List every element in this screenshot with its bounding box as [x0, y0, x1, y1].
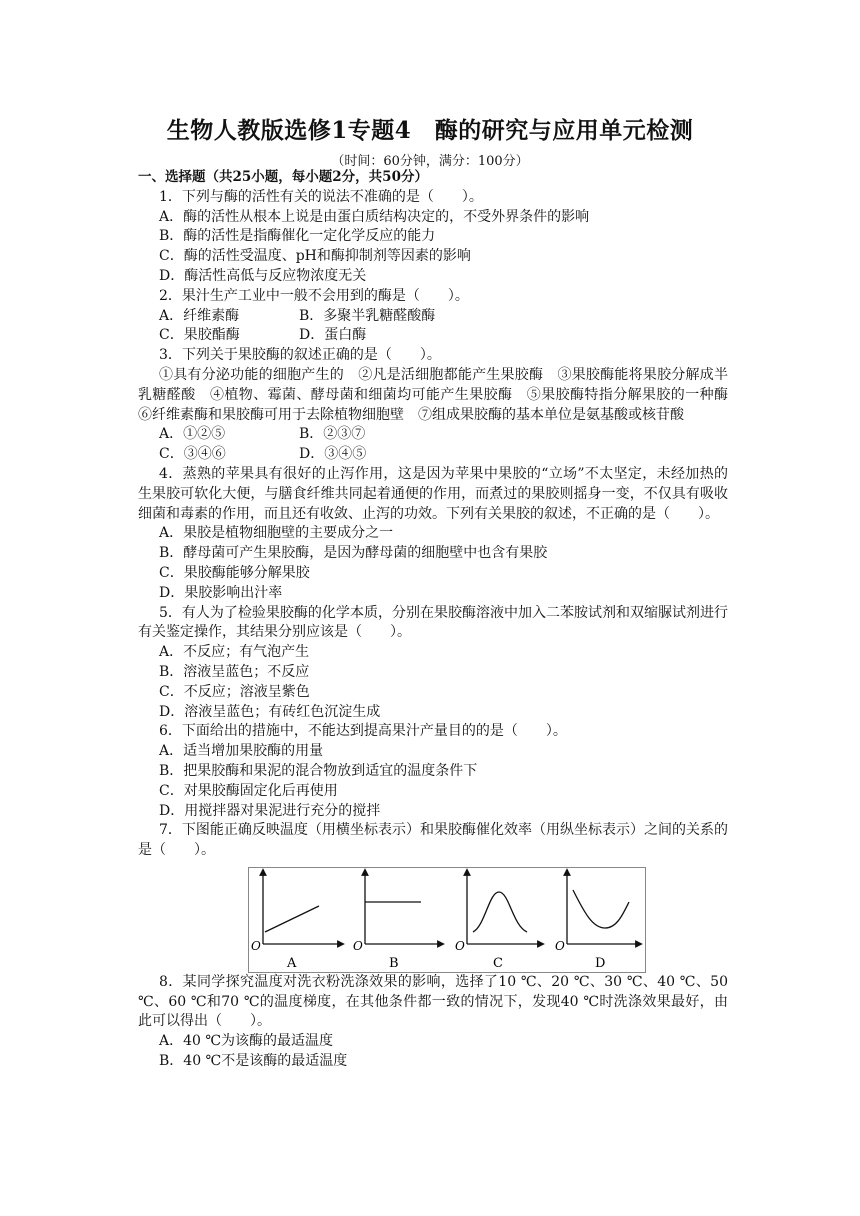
option: D．蛋白酶	[299, 327, 367, 344]
option: D．果胶影响出汁率	[159, 584, 283, 601]
option: A．适当增加果胶酶的用量	[159, 743, 324, 760]
option: C．果胶酶能够分解果胶	[159, 564, 310, 581]
option: A．酶的活性从根本上说是由蛋白质结构决定的，不受外界条件的影响	[159, 208, 590, 225]
origin-label: O	[251, 938, 261, 953]
option: B．把果胶酶和果泥的混合物放到适宜的温度条件下	[159, 762, 478, 779]
option: D．用搅拌器对果泥进行充分的搅拌	[159, 802, 381, 819]
question-stem: 6．下面给出的措施中，不能达到提高果汁产量目的的是（ ）。	[159, 723, 567, 740]
option: A．果胶是植物细胞壁的主要成分之一	[159, 525, 394, 542]
question-stem: 4．蒸熟的苹果具有很好的止泻作用，这是因为苹果中果胶的“立场”不太坚定，未经加热的生果胶可软化大便，与膳食纤维共同起着通便的作用，而煮过的果胶则摇身一变，不仅具有吸收细菌和毒素的作用，而且还有收敛、止泻的功效。下列有关果胶的叙述，不正确的是（ ）。	[138, 465, 728, 522]
option-row	[138, 425, 728, 445]
graph-figure	[248, 867, 646, 973]
graph-panel-a	[251, 872, 341, 971]
question-list	[138, 168, 742, 1072]
question-stem: 2．果汁生产工业中一般不会用到的酶是（ ）。	[159, 287, 469, 304]
option: C．酶的活性受温度、pH和酶抑制剂等因素的影响	[159, 248, 471, 265]
option: D．③④⑤	[299, 446, 367, 463]
option: C．不反应；溶液呈紫色	[159, 683, 310, 700]
panel-label-c: C	[493, 955, 503, 971]
question-stem: 5．有人为了检验果胶酶的化学本质，分别在果胶酶溶液中加入二苯胺试剂和双缩脲试剂进行有关鉴定操作，其结果分别应该是（ ）。	[138, 604, 728, 641]
exam-info: （时间：60分钟，满分：100分）	[331, 154, 529, 169]
option: D．溶液呈蓝色；有砖红色沉淀生成	[159, 703, 381, 720]
question-body: ①具有分泌功能的细胞产生的 ②凡是活细胞都能产生果胶酶 ③果胶酶能将果胶分解成半乳糖醛酸 ④植物、霉菌、酵母菌和细菌均可能产生果胶酶 ⑤果胶酶特指分解果胶的一种酶 ⑥纤维素酶和果胶酶可用于去除植物细胞壁 ⑦组成果胶酶的基本单位是氨基酸或核苷酸	[138, 366, 742, 423]
option: B．酵母菌可产生果胶酶，是因为酵母菌的细胞壁中也含有果胶	[159, 545, 548, 562]
option-row	[138, 445, 728, 465]
origin-label: O	[353, 938, 363, 953]
question-stem: 8．某同学探究温度对洗衣粉洗涤效果的影响，选择了10 ℃、20 ℃、30 ℃、40 ℃、50 ℃、60 ℃和70 ℃的温度梯度，在其他条件都一致的情况下，发现40 ℃时洗涤效果最好，由此可以得出（ ）。	[138, 973, 728, 1030]
option: B．多聚半乳糖醛酸酶	[299, 307, 436, 324]
graph-panel-d	[555, 872, 639, 971]
page-title: 生物人教版选修1专题4 酶的研究与应用单元检测	[166, 117, 694, 144]
option: A．不反应；有气泡产生	[159, 644, 310, 661]
option: B．40 ℃不是该酶的最适温度	[159, 1053, 348, 1070]
option: A．纤维素酶	[159, 307, 240, 324]
option: D．酶活性高低与反应物浓度无关	[159, 267, 367, 284]
graph-panel-b	[353, 872, 441, 971]
origin-label: O	[455, 938, 465, 953]
graph-panel-c	[455, 872, 541, 971]
option: A．①②⑤	[159, 426, 226, 443]
panel-label-a: A	[287, 955, 297, 971]
option: B．酶的活性是指酶催化一定化学反应的能力	[159, 228, 436, 245]
origin-label: O	[555, 938, 565, 953]
question-stem: 7．下图能正确反映温度（用横坐标表示）和果胶酶催化效率（用纵坐标表示）之间的关系的是（ ）。	[138, 822, 728, 859]
option: C．③④⑥	[159, 446, 226, 463]
option: B．②③⑦	[299, 426, 366, 443]
option: C．果胶酯酶	[159, 327, 240, 344]
panel-label-b: B	[389, 955, 399, 971]
question-stem: 1．下列与酶的活性有关的说法不准确的是（ ）。	[159, 188, 483, 205]
option-row	[138, 307, 728, 327]
question-stem: 3．下列关于果胶酶的叙述正确的是（ ）。	[159, 347, 441, 364]
graph-panels	[249, 868, 645, 972]
option: A．40 ℃为该酶的最适温度	[159, 1033, 334, 1050]
option: C．对果胶酶固定化后再使用	[159, 782, 338, 799]
option: B．溶液呈蓝色；不反应	[159, 663, 310, 680]
panel-label-d: D	[595, 955, 606, 971]
option-row	[138, 326, 728, 346]
section-heading: 一、选择题（共25小题，每小题2分，共50分）	[138, 169, 428, 185]
